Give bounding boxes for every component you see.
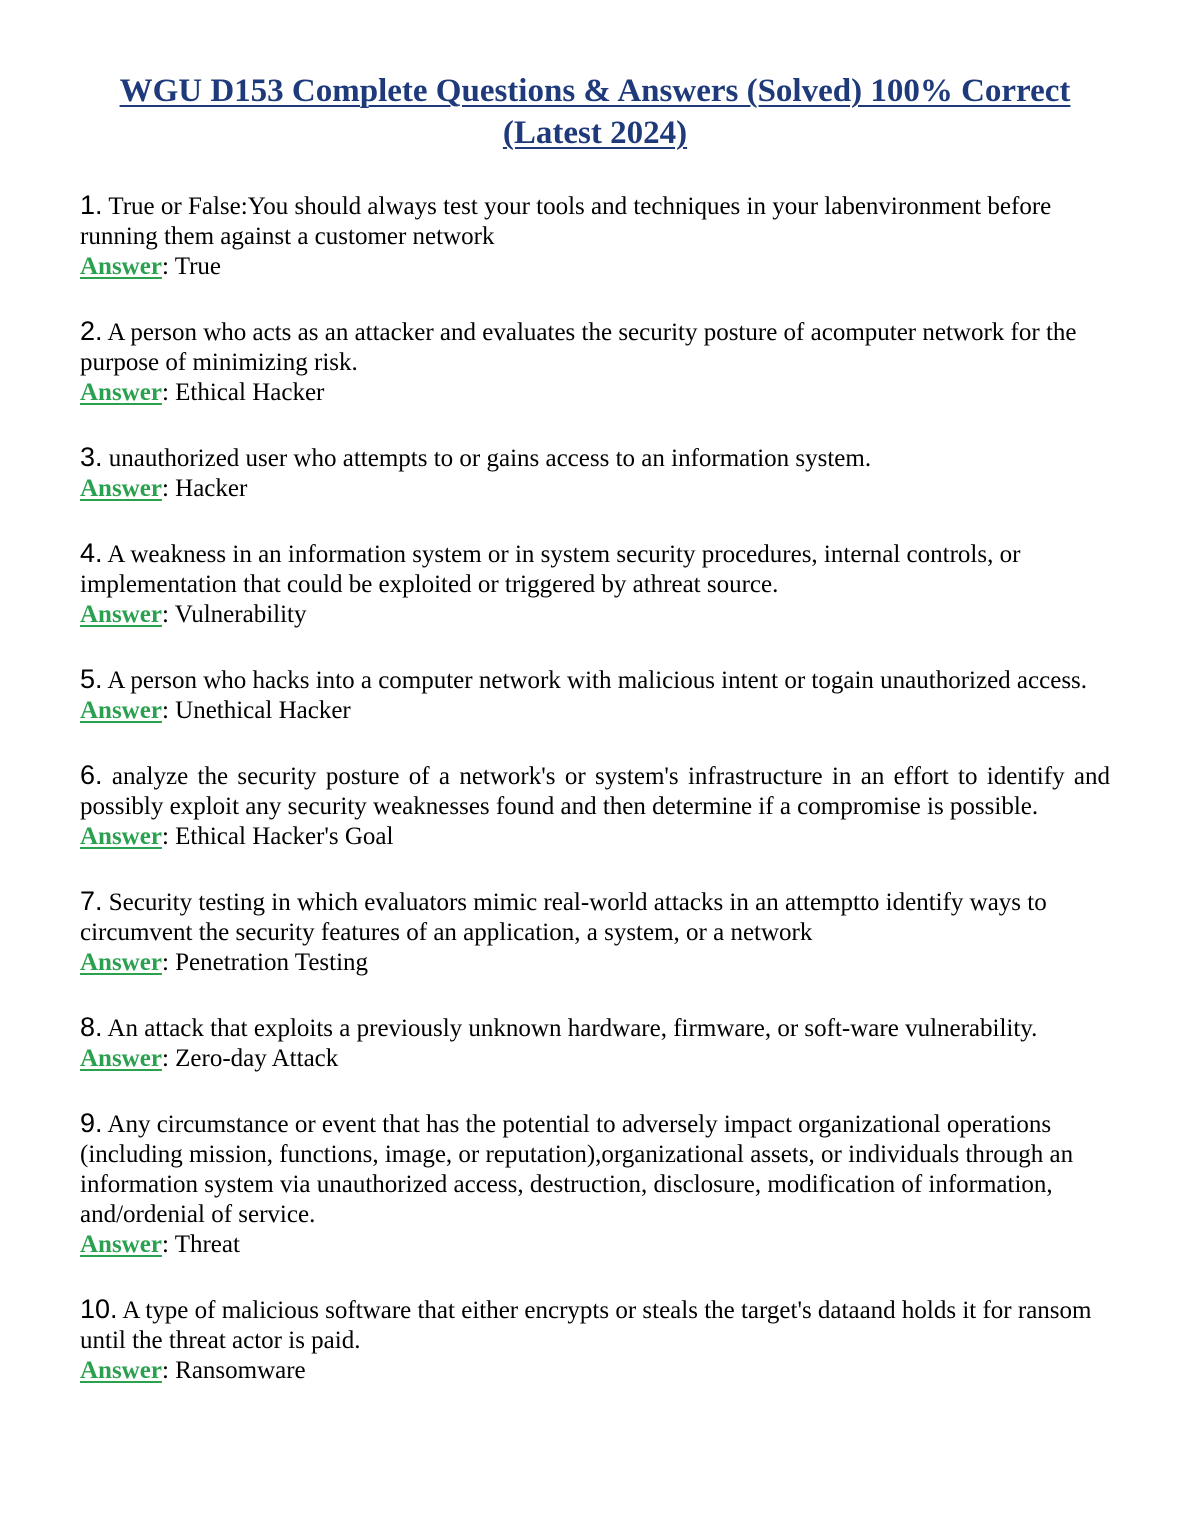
answer-label: Answer: [80, 823, 162, 850]
answer-line: [80, 378, 1110, 408]
answer-separator: :: [161, 1357, 176, 1384]
question-number: 9.: [80, 1108, 103, 1138]
question-text-block: [80, 442, 1110, 474]
question-number: 3.: [80, 442, 103, 472]
answer-label: Answer: [80, 1045, 162, 1072]
question-item: [80, 664, 1110, 726]
answer-text: Unethical Hacker: [175, 697, 351, 724]
question-number: 6.: [80, 760, 103, 790]
answer-line: [80, 1230, 1110, 1260]
answer-separator: :: [161, 379, 176, 406]
question-text: unauthorized user who attempts to or gains access to an information system.: [108, 445, 872, 472]
answer-line: [80, 696, 1110, 726]
question-item: [80, 760, 1110, 852]
question-number: 10.: [80, 1294, 118, 1324]
question-number: 1.: [80, 190, 103, 220]
question-text-block: [80, 190, 1110, 252]
answer-text: Ethical Hacker's Goal: [175, 823, 394, 850]
answer-line: [80, 1044, 1110, 1074]
question-text-block: [80, 1012, 1110, 1044]
answer-label: Answer: [80, 475, 162, 502]
question-text-block: [80, 886, 1110, 948]
answer-text: Hacker: [175, 475, 248, 502]
question-item: [80, 538, 1110, 630]
question-text: A weakness in an information system or in system security procedures, internal controls, or implementation that could be exploited or triggered by athreat source.: [80, 541, 1021, 598]
answer-label: Answer: [80, 601, 162, 628]
answer-separator: :: [161, 697, 176, 724]
answer-text: True: [174, 253, 222, 280]
question-list: [80, 190, 1110, 1386]
answer-line: [80, 822, 1110, 852]
answer-line: [80, 252, 1110, 282]
question-text: A person who hacks into a computer network with malicious intent or togain unauthorized access.: [107, 667, 1088, 694]
answer-text: Threat: [174, 1231, 240, 1258]
question-text: analyze the security posture of a network's or system's infrastructure in an effort to identify and possibly exploit any security weaknesses found and then determine if a compromise is possible.: [80, 763, 1110, 820]
answer-text: Ransomware: [175, 1357, 306, 1384]
question-text: Any circumstance or event that has the potential to adversely impact organizational operations (including mission, functions, image, or reputation),organizational assets, or individuals through an information system via unauthorized access, destruction, disclosure, modification of information, and/ordenial of service.: [80, 1111, 1074, 1228]
question-text: A person who acts as an attacker and evaluates the security posture of acomputer network for the purpose of minimizing risk.: [80, 319, 1077, 376]
answer-label: Answer: [80, 1357, 162, 1384]
answer-separator: :: [161, 949, 176, 976]
question-item: [80, 442, 1110, 504]
answer-separator: :: [161, 253, 175, 280]
question-text: Security testing in which evaluators mimic real-world attacks in an attemptto identify ways to circumvent the security features of an application, a system, or a network: [80, 889, 1047, 946]
answer-separator: :: [161, 823, 176, 850]
question-item: [80, 190, 1110, 282]
document-title-line-2: (Latest 2024): [502, 115, 688, 151]
question-number: 4.: [80, 538, 103, 568]
question-number: 7.: [80, 886, 103, 916]
question-text-block: [80, 760, 1110, 822]
answer-text: Penetration Testing: [175, 949, 369, 976]
answer-label: Answer: [80, 1231, 162, 1258]
question-text: A type of malicious software that either encrypts or steals the target's dataand holds it for ransom until the threat actor is paid.: [80, 1297, 1092, 1354]
answer-text: Vulnerability: [174, 601, 307, 628]
answer-label: Answer: [80, 697, 162, 724]
question-text: True or False:You should always test your tools and techniques in your labenvironment before running them against a customer network: [80, 193, 1052, 250]
question-text-block: [80, 316, 1110, 378]
answer-line: [80, 948, 1110, 978]
question-item: [80, 1108, 1110, 1260]
question-text-block: [80, 1108, 1110, 1230]
question-item: [80, 1012, 1110, 1074]
document-title: [60, 70, 1130, 154]
question-text-block: [80, 664, 1110, 696]
document-title-line-1: WGU D153 Complete Questions & Answers (Solved) 100% Correct: [119, 73, 1071, 109]
answer-separator: :: [161, 1231, 175, 1258]
answer-line: [80, 1356, 1110, 1386]
answer-text: Ethical Hacker: [175, 379, 325, 406]
answer-separator: :: [161, 1045, 176, 1072]
answer-separator: :: [161, 601, 175, 628]
question-text: An attack that exploits a previously unknown hardware, firmware, or soft-ware vulnerability.: [107, 1015, 1038, 1042]
answer-line: [80, 600, 1110, 630]
question-item: [80, 886, 1110, 978]
answer-label: Answer: [80, 379, 162, 406]
question-text-block: [80, 538, 1110, 600]
question-item: [80, 1294, 1110, 1386]
question-text-block: [80, 1294, 1110, 1356]
answer-separator: :: [161, 475, 176, 502]
answer-text: Zero-day Attack: [175, 1045, 339, 1072]
answer-label: Answer: [80, 253, 162, 280]
answer-label: Answer: [80, 949, 162, 976]
answer-line: [80, 474, 1110, 504]
question-item: [80, 316, 1110, 408]
question-number: 2.: [80, 316, 103, 346]
question-number: 5.: [80, 664, 103, 694]
question-number: 8.: [80, 1012, 103, 1042]
